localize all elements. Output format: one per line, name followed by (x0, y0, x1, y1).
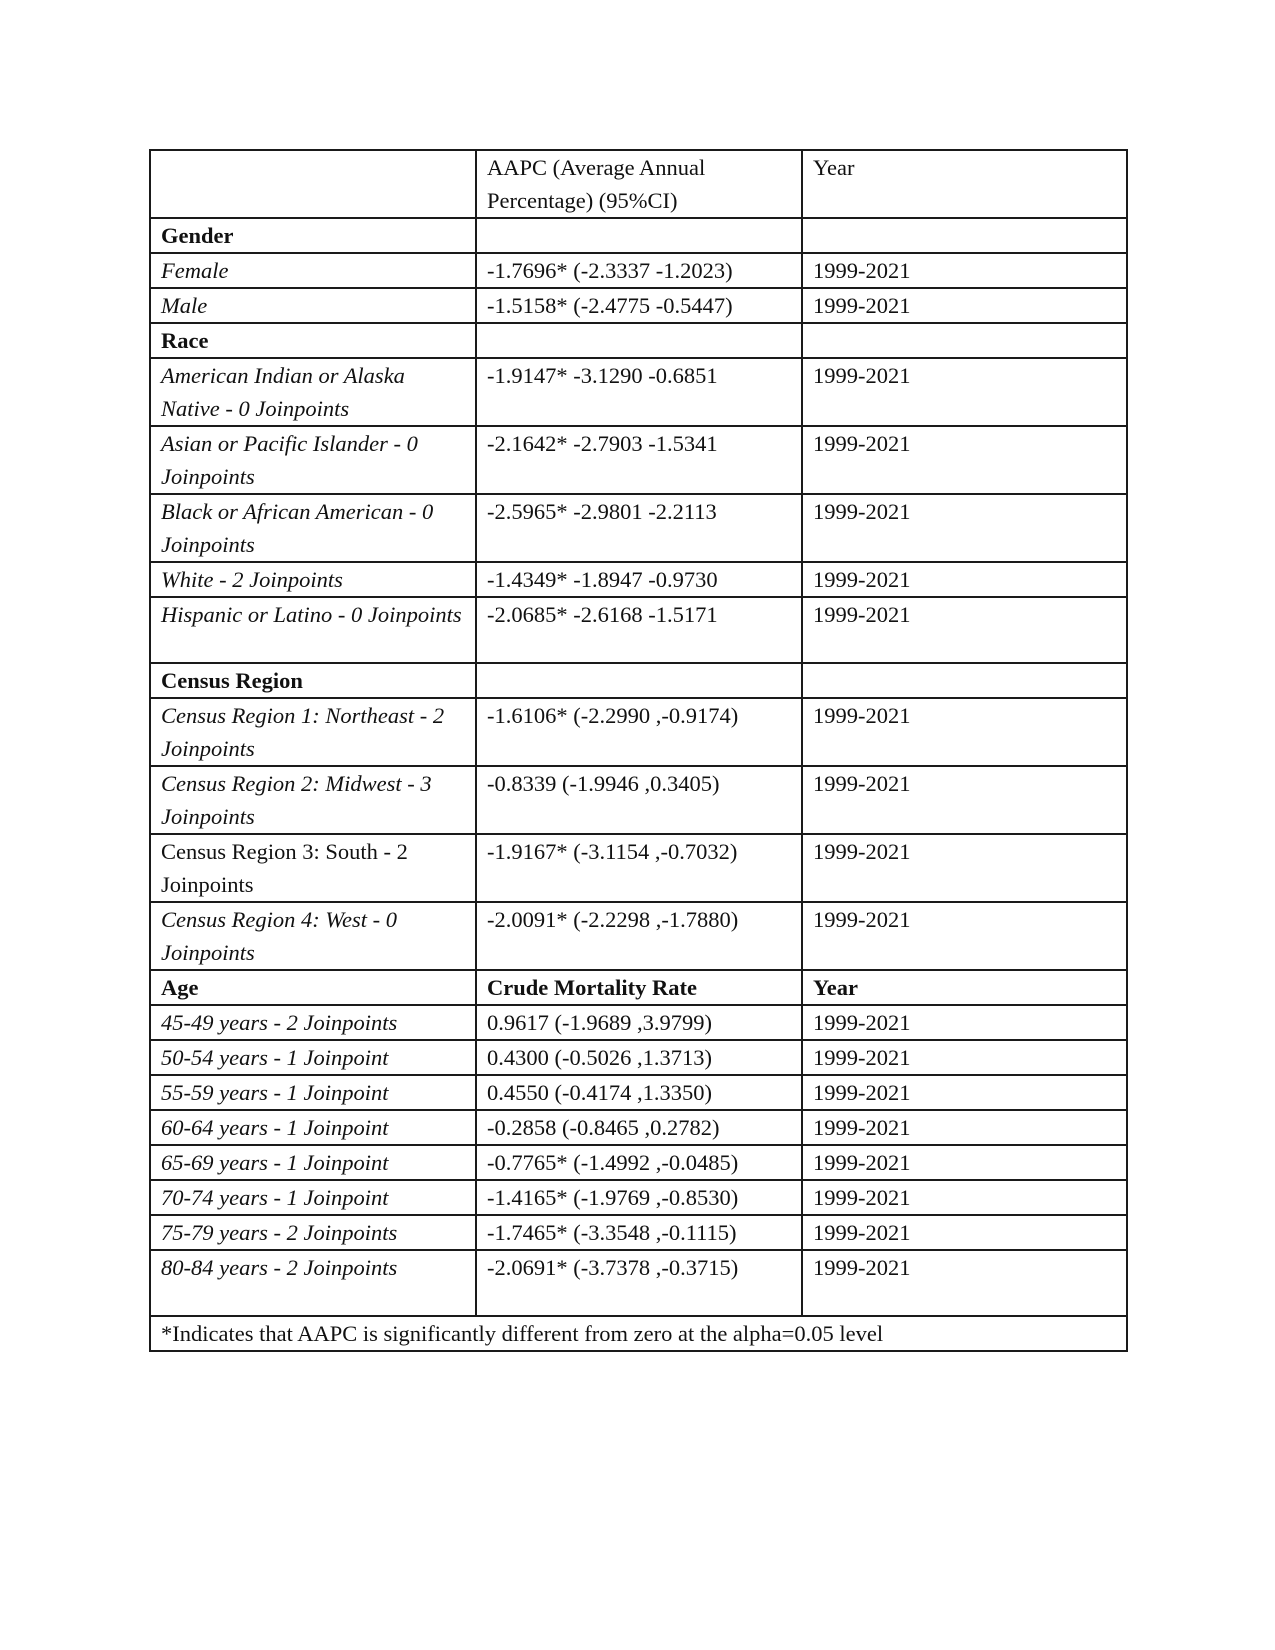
row-year: 1999-2021 (802, 766, 1127, 834)
section-title: Race (150, 323, 476, 358)
row-label: White - 2 Joinpoints (150, 562, 476, 597)
row-year: 1999-2021 (802, 1145, 1127, 1180)
table-row (150, 1215, 1127, 1250)
row-value: -0.7765* (-1.4992 ,-0.0485) (476, 1145, 802, 1180)
table-row (150, 766, 1127, 834)
table-header-row (150, 150, 1127, 218)
empty-cell (476, 663, 802, 698)
table-row (150, 494, 1127, 562)
table-row (150, 1250, 1127, 1316)
row-label: Black or African American - 0 Joinpoints (150, 494, 476, 562)
row-value: -2.0091* (-2.2298 ,-1.7880) (476, 902, 802, 970)
row-year: 1999-2021 (802, 698, 1127, 766)
row-value: -1.4349* -1.8947 -0.9730 (476, 562, 802, 597)
row-value: -2.5965* -2.9801 -2.2113 (476, 494, 802, 562)
table-row (150, 358, 1127, 426)
row-label: 75-79 years - 2 Joinpoints (150, 1215, 476, 1250)
row-year: 1999-2021 (802, 1110, 1127, 1145)
row-label: Hispanic or Latino - 0 Joinpoints (150, 597, 476, 663)
row-year: 1999-2021 (802, 288, 1127, 323)
row-value: 0.4300 (-0.5026 ,1.3713) (476, 1040, 802, 1075)
row-year: 1999-2021 (802, 1005, 1127, 1040)
row-label: Census Region 1: Northeast - 2 Joinpoints (150, 698, 476, 766)
section-row-gender (150, 218, 1127, 253)
row-label: 45-49 years - 2 Joinpoints (150, 1005, 476, 1040)
empty-cell (802, 323, 1127, 358)
table-row (150, 253, 1127, 288)
table-row (150, 562, 1127, 597)
header-blank-cell (150, 150, 476, 218)
row-value: -1.9167* (-3.1154 ,-0.7032) (476, 834, 802, 902)
row-label: 60-64 years - 1 Joinpoint (150, 1110, 476, 1145)
row-label: Census Region 3: South - 2 Joinpoints (150, 834, 476, 902)
row-year: 1999-2021 (802, 1180, 1127, 1215)
row-value: -1.9147* -3.1290 -0.6851 (476, 358, 802, 426)
footnote-row (150, 1316, 1127, 1351)
section-title: Age (150, 970, 476, 1005)
row-label: Census Region 4: West - 0 Joinpoints (150, 902, 476, 970)
row-value: -1.5158* (-2.4775 -0.5447) (476, 288, 802, 323)
row-year: 1999-2021 (802, 426, 1127, 494)
aapc-results-table (149, 149, 1128, 1352)
row-label: American Indian or Alaska Native - 0 Joinpoints (150, 358, 476, 426)
table-row (150, 1110, 1127, 1145)
row-value: -1.6106* (-2.2990 ,-0.9174) (476, 698, 802, 766)
header-aapc-cell: AAPC (Average Annual Percentage) (95%CI) (476, 150, 802, 218)
row-value: 0.9617 (-1.9689 ,3.9799) (476, 1005, 802, 1040)
row-label: 55-59 years - 1 Joinpoint (150, 1075, 476, 1110)
age-header-year: Year (802, 970, 1127, 1005)
row-label: Asian or Pacific Islander - 0 Joinpoints (150, 426, 476, 494)
row-value: -2.1642* -2.7903 -1.5341 (476, 426, 802, 494)
row-label: 80-84 years - 2 Joinpoints (150, 1250, 476, 1316)
table-row (150, 426, 1127, 494)
header-year-cell: Year (802, 150, 1127, 218)
empty-cell (476, 218, 802, 253)
row-year: 1999-2021 (802, 1040, 1127, 1075)
row-value: -2.0691* (-3.7378 ,-0.3715) (476, 1250, 802, 1316)
row-year: 1999-2021 (802, 562, 1127, 597)
row-label: Male (150, 288, 476, 323)
table-row (150, 1040, 1127, 1075)
row-year: 1999-2021 (802, 1215, 1127, 1250)
row-year: 1999-2021 (802, 494, 1127, 562)
section-row-census-region (150, 663, 1127, 698)
table-row (150, 834, 1127, 902)
row-year: 1999-2021 (802, 1250, 1127, 1316)
row-year: 1999-2021 (802, 1075, 1127, 1110)
table-row (150, 902, 1127, 970)
section-row-race (150, 323, 1127, 358)
empty-cell (476, 323, 802, 358)
row-value: -0.2858 (-0.8465 ,0.2782) (476, 1110, 802, 1145)
row-value: -2.0685* -2.6168 -1.5171 (476, 597, 802, 663)
row-value: -1.4165* (-1.9769 ,-0.8530) (476, 1180, 802, 1215)
row-label: Census Region 2: Midwest - 3 Joinpoints (150, 766, 476, 834)
table-row (150, 597, 1127, 663)
age-header-rate: Crude Mortality Rate (476, 970, 802, 1005)
row-value: 0.4550 (-0.4174 ,1.3350) (476, 1075, 802, 1110)
row-year: 1999-2021 (802, 253, 1127, 288)
empty-cell (802, 663, 1127, 698)
row-year: 1999-2021 (802, 358, 1127, 426)
table-row (150, 1180, 1127, 1215)
row-year: 1999-2021 (802, 597, 1127, 663)
section-title: Gender (150, 218, 476, 253)
row-label: 65-69 years - 1 Joinpoint (150, 1145, 476, 1180)
table-row (150, 1145, 1127, 1180)
table-row (150, 1005, 1127, 1040)
row-year: 1999-2021 (802, 834, 1127, 902)
table-row (150, 698, 1127, 766)
row-label: 50-54 years - 1 Joinpoint (150, 1040, 476, 1075)
row-value: -1.7696* (-2.3337 -1.2023) (476, 253, 802, 288)
row-label: Female (150, 253, 476, 288)
footnote: *Indicates that AAPC is significantly different from zero at the alpha=0.05 level (150, 1316, 1127, 1351)
row-value: -1.7465* (-3.3548 ,-0.1115) (476, 1215, 802, 1250)
empty-cell (802, 218, 1127, 253)
row-label: 70-74 years - 1 Joinpoint (150, 1180, 476, 1215)
table-row (150, 288, 1127, 323)
section-title: Census Region (150, 663, 476, 698)
row-value: -0.8339 (-1.9946 ,0.3405) (476, 766, 802, 834)
table-row (150, 1075, 1127, 1110)
section-row-age (150, 970, 1127, 1005)
row-year: 1999-2021 (802, 902, 1127, 970)
